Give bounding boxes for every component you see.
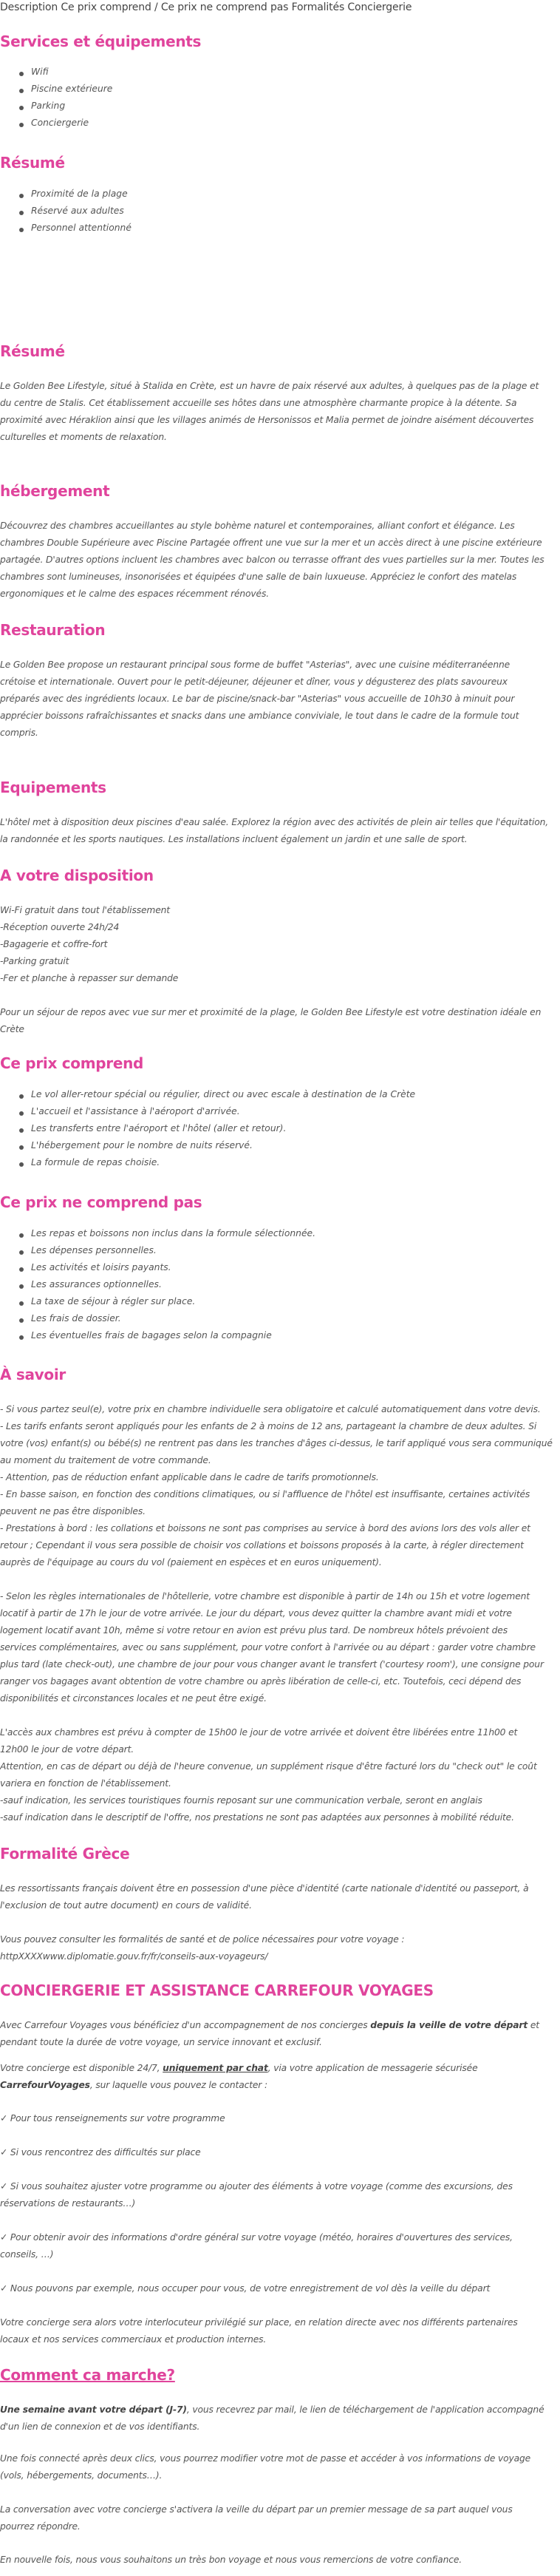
conciergerie-check: ✓ Nous pouvons par exemple, nous occuper pour vous, de votre enregistrement de vol dès la veille du départ: [0, 2283, 491, 2294]
ne-comprend-item: Les repas et boissons non inclus dans la formule sélectionnée.: [31, 1228, 315, 1238]
a-savoir-line: logement locatif avant 10h, même si votre retour en avion est prévu plus tard. De nombreux hôtels prévoient des: [0, 1625, 508, 1636]
ne-comprend-item: La taxe de séjour à régler sur place.: [31, 1296, 196, 1306]
services-item: Wifi: [31, 67, 49, 77]
bullet-icon: [19, 1335, 24, 1340]
services-item: Parking: [31, 101, 66, 111]
resume-line: Le Golden Bee Lifestyle, situé à Stalida en Crète, est un havre de paix réservé aux adultes, à quelques pas de la plage et: [0, 381, 539, 391]
a-savoir-line: ranger vos bagages avant obtention de votre chambre ou après libération de celle-ci, etc. Toutefois, ceci dépend des: [0, 1676, 522, 1687]
a-savoir-line: auprès de l'équipage au cours du vol (paiement en espèces et en euros uniquement).: [0, 1557, 382, 1567]
bullet-icon: [19, 1318, 24, 1323]
equipements-line: L'hôtel met à disposition deux piscines d'eau salée. Explorez la région avec des activités de plein air telles que l'équitation,: [0, 817, 549, 827]
a-savoir-line: - En basse saison, en fonction des conditions climatiques, ou si l'affluence de l'hôtel est insuffisante, certaines activités: [0, 1489, 530, 1499]
hebergement-line: Découvrez des chambres accueillantes au style bohème naturel et contemporaines, alliant confort et élégance. Les: [0, 521, 515, 531]
a-savoir-line: au moment du traitement de votre commande.: [0, 1455, 211, 1465]
comprend-item: La formule de repas choisie.: [31, 1157, 160, 1167]
a-savoir-line: votre (vos) enfant(s) ou bébé(s) ne rentrent pas dans les tranches d'âges ci-dessus, le tarif appliqué vous sera communiqué: [0, 1438, 553, 1448]
hebergement-line: partagée. D'autres options incluent les chambres avec balcon ou terrasse offrant des vues partielles sur la mer. Toutes les: [0, 555, 544, 565]
disposition-line: -Parking gratuit: [0, 956, 69, 966]
a-savoir-line: variera en fonction de l'établissement.: [0, 1778, 171, 1789]
a-savoir-line: peuvent ne pas être disponibles.: [0, 1506, 146, 1516]
bullet-icon: [19, 123, 24, 127]
ne-comprend-title: Ce prix ne comprend pas: [0, 1193, 202, 1211]
conciergerie-closing: locaux et nos services commerciaux et production internes.: [0, 2334, 267, 2345]
bullet-icon: [19, 228, 24, 232]
bullet-icon: [19, 1233, 24, 1238]
resume-top-item: Personnel attentionné: [31, 223, 132, 233]
comprend-item: Les transferts entre l'aéroport et l'hôtel (aller et retour).: [31, 1123, 287, 1133]
conciergerie-intro-line2: pendant toute la durée de votre voyage, un service innovant et exclusif.: [0, 2037, 322, 2047]
restauration-line: préparés avec des ingrédients locaux. Le bar de piscine/snack-bar "Asterias" vous accueille de 10h30 à minuit pour: [0, 694, 515, 704]
bullet-icon: [19, 194, 24, 198]
disposition-title: A votre disposition: [0, 867, 154, 884]
bullet-icon: [19, 72, 24, 76]
header-line: Description Ce prix comprend / Ce prix ne comprend pas Formalités Conciergerie: [0, 1, 412, 13]
conciergerie-check: conseils, …): [0, 2249, 54, 2260]
disposition-closing: Crète: [0, 1024, 24, 1034]
disposition-line: -Fer et planche à repasser sur demande: [0, 973, 179, 983]
conciergerie-title: CONCIERGERIE ET ASSISTANCE CARREFOUR VOYAGES: [0, 1982, 434, 1999]
comment-p2: (vols, hébergements, documents…).: [0, 2470, 163, 2481]
hebergement-line: chambres sont lumineuses, insonorisées et équipées d'une salle de bain luxueuse. Appréciez le confort des matelas: [0, 572, 517, 582]
a-savoir-line: locatif à partir de 17h le jour de votre arrivée. Le jour du départ, vous devez quitter la chambre avant midi et votre: [0, 1608, 512, 1619]
disposition-line: Wi-Fi gratuit dans tout l'établissement: [0, 905, 170, 915]
bullet-icon: [19, 1111, 24, 1116]
resume-line: proximité avec Héraklion ainsi que les villages animés de Hersonissos et Malia permet de joindre aisément découvertes: [0, 415, 534, 425]
comprend-item: Le vol aller-retour spécial ou régulier, direct ou avec escale à destination de la Crète: [31, 1089, 416, 1099]
comment-p1: Une semaine avant votre départ (J-7), vous recevrez par mail, le lien de téléchargement de l'application accompagné: [0, 2404, 544, 2415]
a-savoir-line: -sauf indication, les services touristiques fournis reposant sur une communication verbale, seront en anglais: [0, 1795, 482, 1806]
ne-comprend-item: Les dépenses personnelles.: [31, 1245, 157, 1255]
hebergement-line: chambres Double Supérieure avec Piscine Partagée offrent une vue sur la mer et un accès direct à une piscine extérieure: [0, 538, 542, 548]
conciergerie-check: ✓ Si vous souhaitez ajuster votre programme ou ajouter des éléments à votre voyage (comme des excursions, des: [0, 2181, 513, 2192]
comprend-item: L'hébergement pour le nombre de nuits réservé.: [31, 1140, 253, 1150]
disposition-line: -Bagagerie et coffre-fort: [0, 939, 108, 949]
ne-comprend-item: Les assurances optionnelles.: [31, 1279, 162, 1289]
ne-comprend-item: Les frais de dossier.: [31, 1313, 121, 1323]
ne-comprend-item: Les activités et loisirs payants.: [31, 1262, 171, 1272]
services-item: Conciergerie: [31, 118, 89, 128]
bullet-icon: [19, 1267, 24, 1272]
a-savoir-line: - Selon les règles internationales de l'hôtellerie, votre chambre est disponible à partir de 14h ou 15h et votre logement: [0, 1591, 530, 1601]
services-item: Piscine extérieure: [31, 84, 113, 94]
restauration-line: compris.: [0, 728, 38, 738]
a-savoir-line: disponibilités et circonstances locales et ne peut être exigé.: [0, 1693, 267, 1704]
disposition-line: -Réception ouverte 24h/24: [0, 922, 120, 932]
bullet-icon: [19, 1162, 24, 1167]
conciergerie-check: ✓ Pour obtenir avoir des informations d'ordre général sur votre voyage (météo, horaires d'ouvertures des services,: [0, 2232, 513, 2243]
formalite-line: Les ressortissants français doivent être en possession d'une pièce d'identité (carte nationale d'identité ou passeport, à: [0, 1883, 529, 1894]
conciergerie-intro: Avec Carrefour Voyages vous bénéficiez d'un accompagnement de nos concierges depuis la veille de votre départ et: [0, 2020, 539, 2030]
a-savoir-line: - Si vous partez seul(e), votre prix en chambre individuelle sera obligatoire et calculé automatiquement dans votre devis.: [0, 1404, 541, 1414]
disposition-closing: Pour un séjour de repos avec vue sur mer et proximité de la plage, le Golden Bee Lifestyle est votre destination idéale en: [0, 1007, 542, 1017]
services-title: Services et équipements: [0, 33, 202, 50]
hebergement-title: hébergement: [0, 482, 110, 500]
a-savoir-line: services complémentaires, avec ou sans supplément, pour votre confort à l'arrivée ou au départ : garder votre chambre: [0, 1642, 536, 1653]
conciergerie-closing: Votre concierge sera alors votre interlocuteur privilégié sur place, en relation directe avec nos différents partenaires: [0, 2317, 518, 2328]
comment-title: Comment ca marche?: [0, 2366, 175, 2384]
formalite-title: Formalité Grèce: [0, 1845, 130, 1862]
bullet-icon: [19, 1128, 24, 1133]
resume-title: Résumé: [0, 342, 65, 360]
resume-top-item: Réservé aux adultes: [31, 206, 124, 216]
formalite-line: l'exclusion de tout autre document) en cours de validité.: [0, 1900, 252, 1911]
ne-comprend-item: Les éventuelles frais de bagages selon la compagnie: [31, 1330, 272, 1340]
equipements-line: la randonnée et les sports nautiques. Les installations incluent également un jardin et une salle de sport.: [0, 834, 468, 844]
resume-top-title: Résumé: [0, 154, 65, 172]
bullet-icon: [19, 1094, 24, 1099]
conciergerie-check: ✓ Si vous rencontrez des difficultés sur place: [0, 2147, 201, 2158]
resume-line: du centre de Stalis. Cet établissement accueille ses hôtes dans une atmosphère charmante propice à la détente. Sa: [0, 398, 517, 408]
a-savoir-line: - Attention, pas de réduction enfant applicable dans le cadre de tarifs promotionnels.: [0, 1472, 379, 1482]
hebergement-line: ergonomiques et le calme des espaces récemment rénovés.: [0, 589, 269, 599]
conciergerie-availability: Votre concierge est disponible 24/7, uniquement par chat, via votre application de messagerie sécurisée: [0, 2063, 478, 2073]
bullet-icon: [19, 89, 24, 93]
restauration-line: apprécier boissons rafraîchissantes et snacks dans une ambiance conviviale, le tout dans le cadre de la formule tout: [0, 711, 519, 721]
a-savoir-title: À savoir: [0, 1366, 66, 1383]
bullet-icon: [19, 1145, 24, 1150]
restauration-line: crétoise et internationale. Ouvert pour le petit-déjeuner, déjeuner et dîner, vous y dégusterez des plats savoureux: [0, 677, 508, 687]
resume-top-item: Proximité de la plage: [31, 189, 128, 199]
a-savoir-line: retour ; Cependant il vous sera possible de choisir vos collations et boissons proposés à la carte, à régler directement: [0, 1540, 524, 1550]
bullet-icon: [19, 1284, 24, 1289]
equipements-title: Equipements: [0, 779, 106, 796]
bullet-icon: [19, 1301, 24, 1306]
a-savoir-line: plus tard (late check-out), une chambre de jour pour vous changer avant le transfert ('courtesy room'), une consigne pour: [0, 1659, 544, 1670]
resume-line: culturelles et moments de relaxation.: [0, 432, 167, 442]
comment-p4: En nouvelle fois, nous vous souhaitons un très bon voyage et nous vous remercions de votre confiance.: [0, 2555, 462, 2565]
formalite-link[interactable]: httpXXXXwww.diplomatie.gouv.fr/fr/conseils-aux-voyageurs/: [0, 1951, 268, 1962]
comprend-title: Ce prix comprend: [0, 1054, 144, 1072]
a-savoir-line: Attention, en cas de départ ou déjà de l'heure convenue, un supplément risque d'être facturé lors du "check out" le coût: [0, 1761, 537, 1772]
conciergerie-check: ✓ Pour tous renseignements sur votre programme: [0, 2113, 225, 2123]
a-savoir-line: - Prestations à bord : les collations et boissons ne sont pas comprises au service à bord des avions lors des vols aller et: [0, 1523, 530, 1533]
bullet-icon: [19, 1250, 24, 1255]
comprend-item: L'accueil et l'assistance à l'aéroport d'arrivée.: [31, 1106, 240, 1116]
restauration-line: Le Golden Bee propose un restaurant principal sous forme de buffet "Asterias", avec une cuisine méditerranéenne: [0, 660, 511, 670]
comment-p2: Une fois connecté après deux clics, vous pourrez modifier votre mot de passe et accéder à vos informations de voyage: [0, 2453, 531, 2464]
a-savoir-line: L'accès aux chambres est prévu à compter de 15h00 le jour de votre arrivée et doivent être libérées entre 11h00 et: [0, 1727, 518, 1738]
bullet-icon: [19, 211, 24, 215]
comment-p3: pourrez répondre.: [0, 2521, 81, 2532]
comment-p3: La conversation avec votre concierge s'activera la veille du départ par un premier message de sa part auquel vous: [0, 2504, 513, 2515]
conciergerie-app: CarrefourVoyages, sur laquelle vous pouvez le contacter :: [0, 2080, 267, 2090]
comment-p1-line2: d'un lien de connexion et de vos identifiants.: [0, 2421, 200, 2432]
restauration-title: Restauration: [0, 621, 106, 639]
formalite-line: Vous pouvez consulter les formalités de santé et de police nécessaires pour votre voyage :: [0, 1934, 405, 1945]
a-savoir-line: - Les tarifs enfants seront appliqués pour les enfants de 2 à moins de 12 ans, partageant la chambre de deux adultes. Si: [0, 1421, 537, 1431]
a-savoir-line: 12h00 le jour de votre départ.: [0, 1744, 134, 1755]
a-savoir-line: -sauf indication dans le descriptif de l'offre, nos prestations ne sont pas adaptées aux personnes à mobilité réduite.: [0, 1812, 514, 1823]
conciergerie-check: réservations de restaurants…): [0, 2198, 136, 2209]
bullet-icon: [19, 106, 24, 110]
